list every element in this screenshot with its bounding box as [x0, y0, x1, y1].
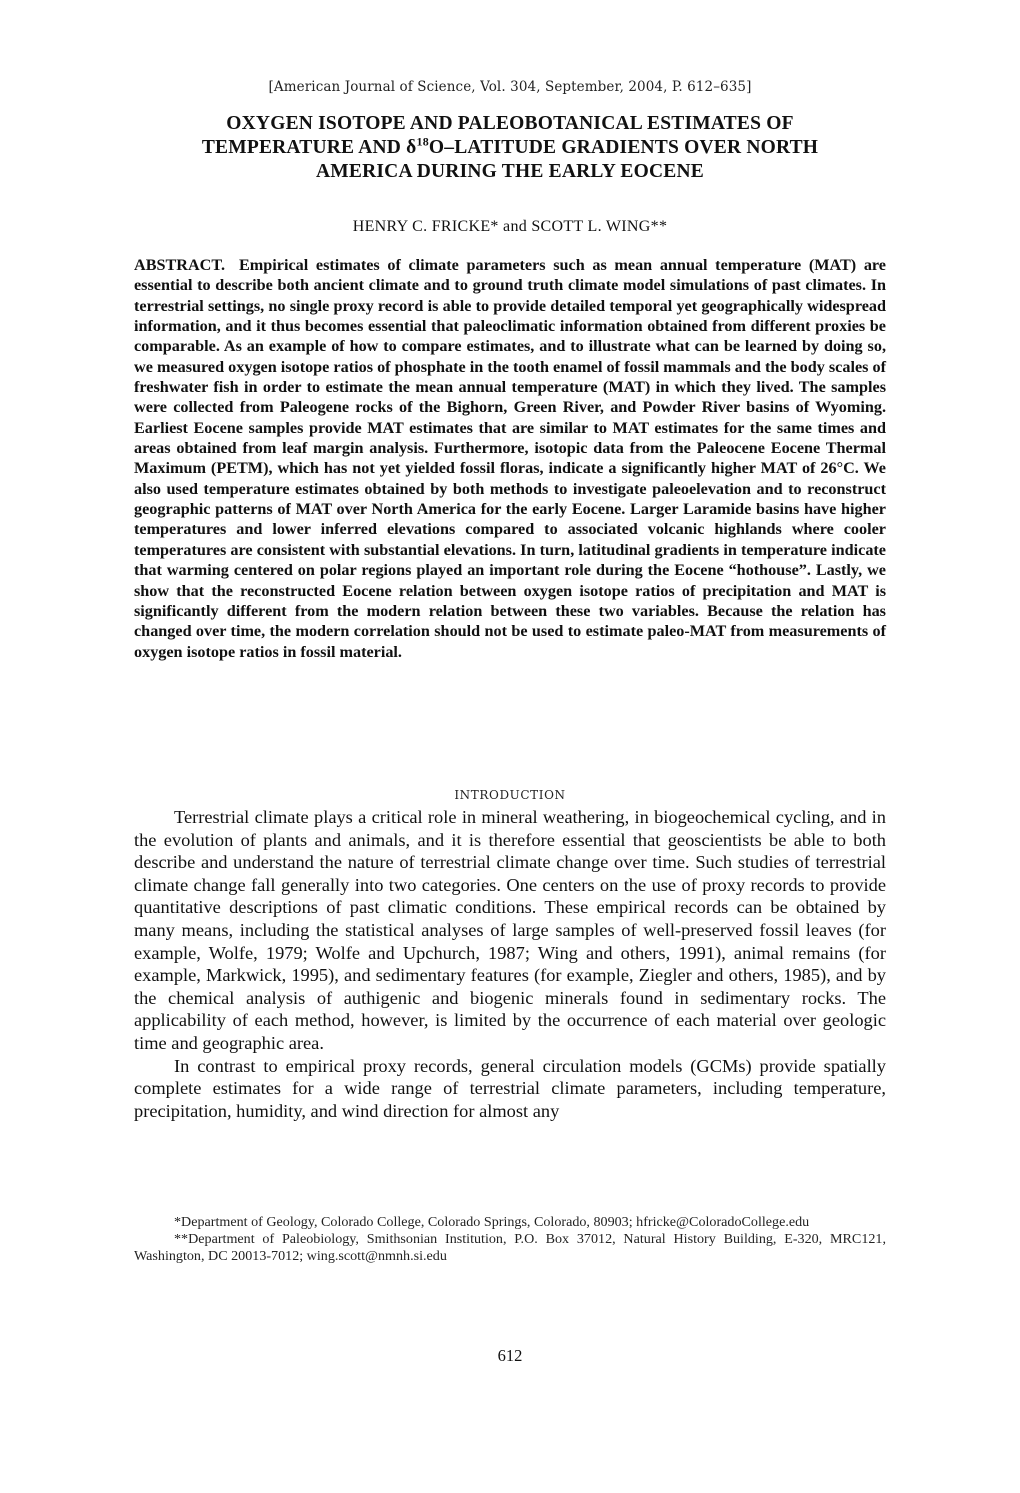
title-line-1: OXYGEN ISOTOPE AND PALEOBOTANICAL ESTIMATES OF	[226, 113, 794, 134]
intro-paragraph-1: Terrestrial climate plays a critical role in mineral weathering, in biogeochemical cycling, and in the evolution of plants and animals, and it is therefore essential that geoscientists be able to both describe and understand the nature of terrestrial climate change over time. Such studies of terrestrial climate change fall generally into two categories. One centers on the use of proxy records to provide quantitative descriptions of past climatic conditions. These empirical records can be obtained by many means, including the statistical analyses of large samples of well-preserved fossil leaves (for example, Wolfe, 1979; Wolfe and Upchurch, 1987; Wing and others, 1991), animal remains (for example, Markwick, 1995), and sedimentary features (for example, Ziegler and others, 1985), and by the chemical analysis of authigenic and biogenic minerals found in sedimentary rocks. The applicability of each method, however, is limited by the occurrence of each material over geologic time and geographic area.	[134, 807, 886, 1053]
introduction-heading: INTRODUCTION	[454, 788, 566, 802]
title-line-2	[140, 136, 880, 160]
abstract-text: Empirical estimates of climate parameters such as mean annual temperature (MAT) are essential to describe both ancient climate and to ground truth climate model simulations of past climates. In terrestrial settings, no single proxy record is able to provide detailed temporal yet geographically widespread information, and it thus becomes essential that paleoclimatic information obtained from different proxies be comparable. As an example of how to compare estimates, and to illustrate what can be learned by doing so, we measured oxygen isotope ratios of phosphate in the tooth enamel of fossil mammals and the body scales of freshwater fish in order to estimate the mean annual temperature (MAT) in which they lived. The samples were collected from Paleogene rocks of the Bighorn, Green River, and Powder River basins of Wyoming. Earliest Eocene samples provide MAT estimates that are similar to MAT estimates for the same times and areas obtained from leaf margin analysis. Furthermore, isotopic data from the Paleocene Eocene Thermal Maximum (PETM), which has not yet yielded fossil floras, indicate a significantly higher MAT of 26°C. We also used temperature estimates obtained by both methods to investigate paleoelevation and to reconstruct geographic patterns of MAT over North America for the early Eocene. Larger Laramide basins have higher temperatures and lower inferred elevations compared to associated volcanic highlands where cooler temperatures are consistent with substantial elevations. In turn, latitudinal gradients in temperature indicate that warming centered on polar regions played an important role during the Eocene “hothouse”. Lastly, we show that the reconstructed Eocene relation between oxygen isotope ratios of precipitation and MAT is significantly different from the modern relation between these two variables. Because the relation has changed over time, the modern correlation should not be used to estimate paleo-MAT from measurements of oxygen isotope ratios in fossil material.	[134, 256, 886, 661]
title-line-2-start: TEMPERATURE AND δ	[201, 137, 417, 158]
page-number: 612	[497, 1346, 523, 1365]
introduction-body	[134, 806, 886, 1122]
footnote-fricke: *Department of Geology, Colorado College, Colorado Springs, Colorado, 80903; hfricke@ColoradoCollege.edu	[174, 1214, 810, 1230]
abstract-label: ABSTRACT.	[134, 256, 225, 274]
intro-paragraph-2: In contrast to empirical proxy records, general circulation models (GCMs) provide spatially complete estimates for a wide range of terrestrial climate parameters, including temperature, precipitation, humidity, and wind direction for almost any	[134, 1055, 886, 1121]
footnotes	[134, 1214, 886, 1265]
abstract	[134, 255, 886, 662]
title-line-2-end: O–LATITUDE GRADIENTS OVER NORTH	[428, 137, 819, 158]
title-line-3: AMERICA DURING THE EARLY EOCENE	[316, 161, 704, 182]
footnote-wing: **Department of Paleobiology, Smithsonian Institution, P.O. Box 37012, Natural History Building, E-320, MRC121, Washington, DC 20013-7012; wing.scott@nmnh.si.edu	[134, 1231, 886, 1264]
article-title	[140, 112, 880, 184]
author-line: HENRY C. FRICKE* and SCOTT L. WING**	[352, 218, 668, 235]
isotope-superscript: 18	[416, 134, 429, 149]
running-header: [American Journal of Science, Vol. 304, September, 2004, P. 612–635]	[268, 79, 752, 95]
